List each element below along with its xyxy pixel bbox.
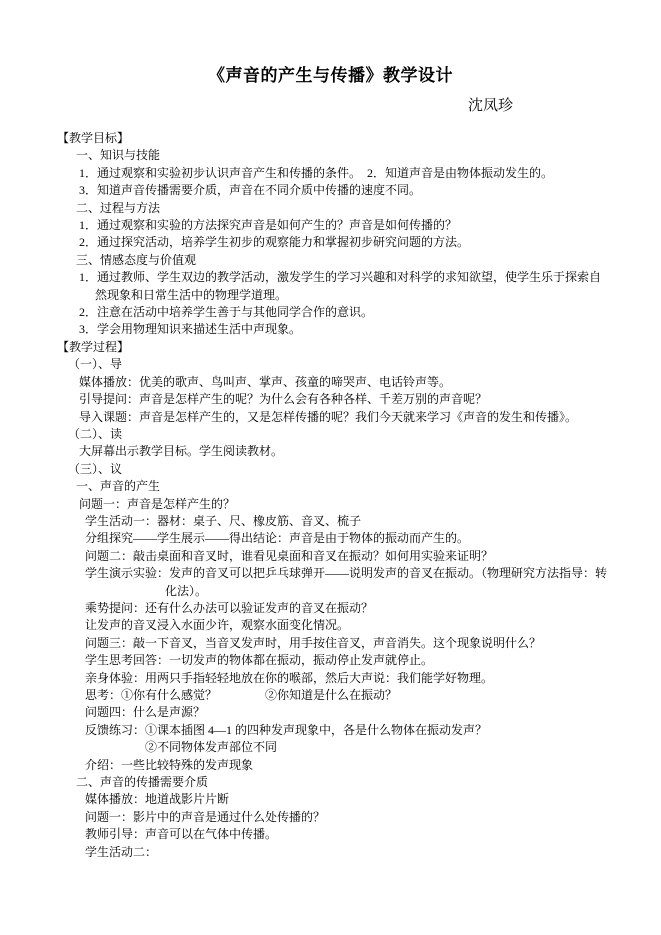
document-line: 1．通过观察和实验的方法探究声音是如何产生的？声音是如何传播的？ <box>79 218 458 233</box>
document-title: 《声音的产生与传播》教学设计 <box>208 66 453 85</box>
document-body <box>57 130 661 861</box>
document-line: 让发声的音叉浸入水面少许，观察水面变化情况。 <box>85 618 350 633</box>
document-line: 学生思考回答：一切发声的物体都在振动，振动停止发声就停止。 <box>85 653 434 668</box>
document-line: 问题三：敲一下音叉，当音叉发声时，用手按住音叉，声音消失。这个现象说明什么？ <box>85 635 542 650</box>
document-line: 三、情感态度与价值观 <box>76 252 197 267</box>
document-line: 1．通过教师、学生双边的教学活动，激发学生的学习兴趣和对科学的求知欲望，使学生乐于探索自 <box>79 270 602 285</box>
document-line: （一）、导 <box>68 357 123 372</box>
document-line: 学生演示实验：发声的音叉可以把乒乓球弹开——说明发声的音叉在振动。（物理研究方法指导：转 <box>85 566 608 581</box>
document-line: 3．学会用物理知识来描述生活中声现象。 <box>79 322 302 337</box>
document-line: 问题一：影片中的声音是通过什么处传播的？ <box>85 809 326 824</box>
document-line: 一、知识与技能 <box>76 148 161 163</box>
document-line: 问题一：声音是怎样产生的？ <box>79 496 236 511</box>
document-line: 2．通过探究活动，培养学生初步的观察能力和掌握初步研究问题的方法。 <box>79 235 470 250</box>
document-line: 思考：①你有什么感觉？ ②你知道是什么在振动？ <box>85 688 398 702</box>
document-line: 亲身体验：用两只手指轻轻地放在你的喉部，然后大声说：我们能学好物理。 <box>85 670 494 685</box>
document-line: 学生活动二： <box>85 844 158 859</box>
document-line: 介绍：一些比较特殊的发声现象 <box>85 757 254 772</box>
document-line: 问题二：敲击桌面和音叉时，谁看见桌面和音叉在振动？如何用实验来证明？ <box>85 548 494 563</box>
document-line: 一、声音的产生 <box>76 479 161 494</box>
document-line: 1．通过观察和实验初步认识声音产生和传播的条件。 2．知道声音是由物体振动发生的。 <box>79 165 554 180</box>
document-line: 化法）。 <box>165 583 208 598</box>
document-line: 反馈练习：①课本插图 4—1 的四种发声现象中，各是什么物体在振动发声？ <box>85 722 488 737</box>
document-author: 沈凤珍 <box>467 98 513 114</box>
document-line: 教师引导：声音可以在气体中传播。 <box>85 827 278 842</box>
document-line: 媒体播放：优美的歌声、鸟叫声、掌声、孩童的啼哭声、电话铃声等。 <box>79 374 452 389</box>
document-line: 2．注意在活动中培养学生善于与其他同学合作的意识。 <box>79 305 374 320</box>
document-line: 学生活动一：器材：桌子、尺、橡皮筋、音叉、梳子 <box>85 513 362 528</box>
document-line: 【教学目标】 <box>57 131 130 145</box>
document-line: 二、声音的传播需要介质 <box>76 775 209 790</box>
document-line: 问题四：什么是声源？ <box>85 705 206 720</box>
document-line: 媒体播放：地道战影片片断 <box>85 792 230 807</box>
document-line: 导入课题：声音是怎样产生的，又是怎样传播的呢？我们今天就来学习《声音的发生和传播》。 <box>79 409 578 424</box>
document-line: 乘势提问：还有什么办法可以验证发声的音叉在振动？ <box>85 600 374 615</box>
document-line: 引导提问：声音是怎样产生的呢？为什么会有各种各样、千差万别的声音呢？ <box>79 392 488 407</box>
document-line: ②不同物体发声部位不同 <box>145 740 278 755</box>
document-line: （三）、议 <box>68 461 123 476</box>
document-line: 分组探究——学生展示——得出结论：声音是由于物体的振动而产生的。 <box>85 531 470 546</box>
document-line: 大屏幕出示教学目标。学生阅读教材。 <box>79 444 284 459</box>
document-line: （二）、读 <box>68 426 123 441</box>
document-line: 3．知道声音传播需要介质，声音在不同介质中传播的速度不同。 <box>79 183 422 198</box>
document-line: 然现象和日常生活中的物理学道理。 <box>95 287 288 302</box>
document-line: 【教学过程】 <box>57 339 130 354</box>
document-line: 二、过程与方法 <box>76 200 161 215</box>
